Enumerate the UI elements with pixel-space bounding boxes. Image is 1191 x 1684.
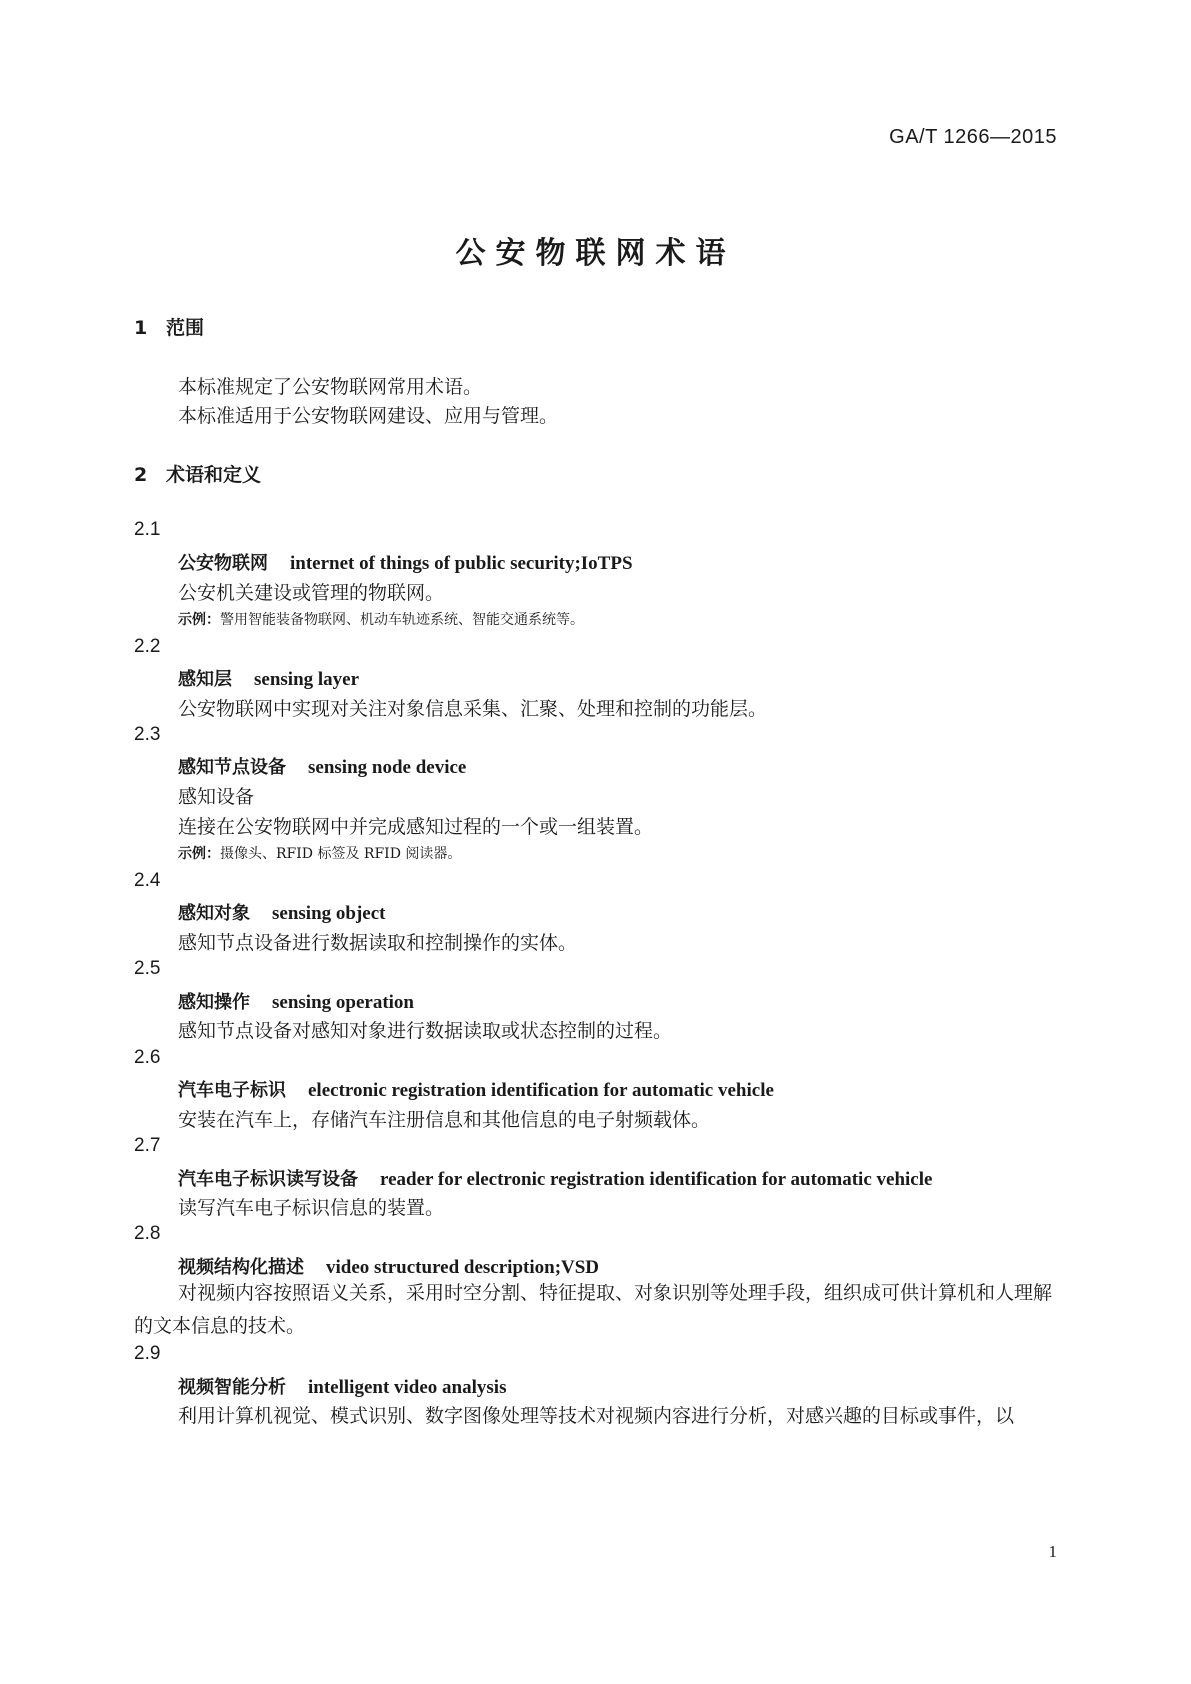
term-2-9-definition: 利用计算机视觉、模式识别、数字图像处理等技术对视频内容进行分析，对感兴趣的目标或事件，以	[178, 1405, 1015, 1427]
section-1-heading	[134, 313, 204, 340]
term-2-3-en: sensing node device	[308, 757, 467, 778]
term-2-6	[178, 1076, 774, 1102]
term-2-1-example-text: 警用智能装备物联网、机动车轨迹系统、智能交通系统等。	[220, 612, 584, 628]
term-2-3-synonym: 感知设备	[178, 786, 255, 808]
term-2-7-definition: 读写汽车电子标识信息的装置。	[178, 1197, 445, 1219]
term-2-5-number: 2.5	[134, 958, 161, 979]
section-2-number: 2	[134, 464, 148, 486]
term-2-3-example-text: 摄像头、RFID 标签及 RFID 阅读器。	[220, 846, 462, 862]
term-2-3	[178, 753, 466, 779]
page-number: 1	[1048, 1542, 1057, 1561]
term-2-8-en: video structured description;VSD	[326, 1257, 600, 1278]
term-2-3-number: 2.3	[134, 724, 161, 745]
document-title: 公安物联网术语	[455, 236, 736, 271]
term-2-1-definition: 公安机关建设或管理的物联网。	[178, 582, 445, 604]
section-1-number: 1	[134, 317, 148, 339]
term-2-3-example-label: 示例：	[178, 846, 220, 862]
term-2-2	[178, 665, 359, 691]
term-2-6-definition: 安装在汽车上，存储汽车注册信息和其他信息的电子射频载体。	[178, 1109, 711, 1131]
term-2-3-zh: 感知节点设备	[178, 757, 286, 778]
term-2-4-en: sensing object	[272, 903, 386, 924]
term-2-1-example-label: 示例：	[178, 612, 220, 628]
term-2-4-definition: 感知节点设备进行数据读取和控制操作的实体。	[178, 932, 578, 954]
term-2-6-number: 2.6	[134, 1047, 161, 1068]
standard-code: GA/T 1266—2015	[889, 126, 1057, 148]
term-2-5	[178, 988, 414, 1014]
term-2-9-en: intelligent video analysis	[308, 1377, 507, 1398]
term-2-4-zh: 感知对象	[178, 903, 250, 924]
term-2-6-en: electronic registration identification for automatic vehicle	[308, 1080, 774, 1101]
term-2-5-zh: 感知操作	[178, 992, 250, 1013]
term-2-1-number: 2.1	[134, 519, 161, 540]
term-2-2-zh: 感知层	[178, 669, 232, 690]
term-2-1	[178, 549, 633, 575]
term-2-2-definition: 公安物联网中实现对关注对象信息采集、汇聚、处理和控制的功能层。	[178, 698, 768, 720]
scope-paragraph-1: 本标准规定了公安物联网常用术语。	[178, 376, 483, 398]
term-2-7	[178, 1165, 932, 1191]
term-2-8-definition: 对视频内容按照语义关系，采用时空分割、特征提取、对象识别等处理手段，组织成可供计算机和人理解的文本信息的技术。	[134, 1282, 1053, 1337]
term-2-6-zh: 汽车电子标识	[178, 1080, 286, 1101]
term-2-7-number: 2.7	[134, 1135, 161, 1156]
term-2-2-en: sensing layer	[254, 669, 360, 690]
term-2-9-zh: 视频智能分析	[178, 1377, 286, 1398]
term-2-9-number: 2.9	[134, 1343, 161, 1364]
term-2-4-number: 2.4	[134, 870, 161, 891]
term-2-1-example	[178, 609, 584, 629]
term-2-4	[178, 899, 385, 925]
scope-paragraph-2: 本标准适用于公安物联网建设、应用与管理。	[178, 405, 559, 427]
term-2-5-definition: 感知节点设备对感知对象进行数据读取或状态控制的过程。	[178, 1020, 673, 1042]
term-2-8-number: 2.8	[134, 1223, 161, 1244]
section-1-title: 范围	[166, 317, 205, 339]
term-2-9	[178, 1373, 506, 1399]
section-2-title: 术语和定义	[166, 464, 262, 486]
term-2-1-zh: 公安物联网	[178, 553, 268, 574]
term-2-3-definition: 连接在公安物联网中并完成感知过程的一个或一组装置。	[178, 816, 654, 838]
term-2-2-number: 2.2	[134, 636, 161, 657]
section-2-heading	[134, 460, 261, 487]
term-2-3-example	[178, 843, 461, 863]
term-2-5-en: sensing operation	[272, 992, 414, 1013]
term-2-8	[178, 1253, 599, 1279]
term-2-1-en: internet of things of public security;IoTPS	[290, 553, 633, 574]
term-2-8-zh: 视频结构化描述	[178, 1257, 304, 1278]
term-2-7-en: reader for electronic registration identification for automatic vehicle	[380, 1169, 933, 1190]
term-2-7-zh: 汽车电子标识读写设备	[178, 1169, 358, 1190]
